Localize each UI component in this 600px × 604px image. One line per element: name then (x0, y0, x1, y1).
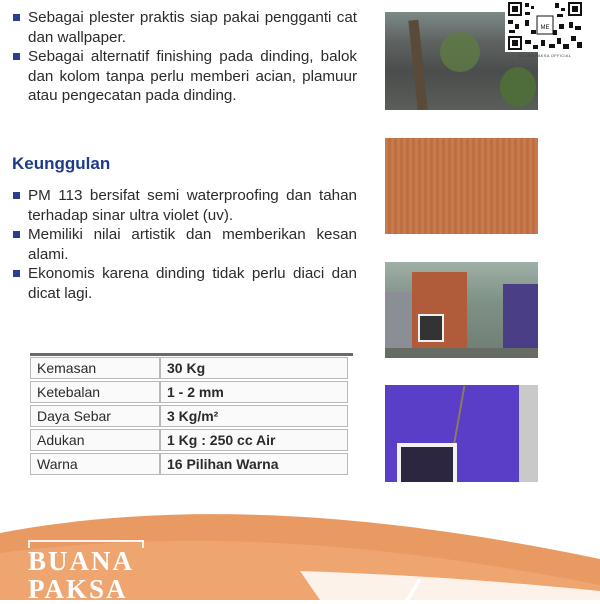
spec-value: 3 Kg/m² (160, 405, 348, 427)
spec-value: 1 Kg : 250 cc Air (160, 429, 348, 451)
logo-text: BUANA (28, 546, 135, 576)
spec-value: 1 - 2 mm (160, 381, 348, 403)
table-row (30, 381, 348, 403)
table-row (30, 453, 348, 475)
usage-list (12, 8, 357, 106)
facade-ground (385, 348, 538, 358)
facade-window (418, 314, 444, 342)
specs-table (30, 355, 348, 477)
photo-purple-wall (385, 385, 538, 482)
advantages-list (12, 186, 357, 303)
tree-leaves (440, 32, 480, 72)
spec-label: Kemasan (30, 357, 160, 379)
advantage-item: Memiliki nilai artistik dan memberikan kesan alami. (12, 225, 357, 264)
table-row (30, 405, 348, 427)
usage-item: Sebagai alternatif finishing pada dinding, balok dan kolom tanpa perlu memberi acian, plamuur atau pengecatan pada dinding. (12, 47, 357, 106)
table-row (30, 429, 348, 451)
table-row (30, 357, 348, 379)
spec-label: Adukan (30, 429, 160, 451)
tree-trunk (408, 20, 427, 110)
side-wall (519, 385, 538, 482)
advantage-item: PM 113 bersifat semi waterproofing dan tahan terhadap sinar ultra violet (uv). (12, 186, 357, 225)
usage-item: Sebagai plester praktis siap pakai pengganti cat dan wallpaper. (12, 8, 357, 47)
advantages-heading: Keunggulan (12, 154, 111, 173)
doorway (397, 443, 457, 482)
photo-texture-swatch (385, 138, 538, 234)
qr-caption: BUANA PAKSA OFFICIAL (518, 53, 572, 58)
brand-logo (28, 540, 148, 604)
spec-value: 16 Pilihan Warna (160, 453, 348, 475)
advantage-item: Ekonomis karena dinding tidak perlu diaci dan dicat lagi. (12, 264, 357, 303)
spec-label: Warna (30, 453, 160, 475)
photo-house-facade (385, 262, 538, 358)
facade-purple-wall (503, 284, 538, 354)
spec-label: Ketebalan (30, 381, 160, 403)
spec-label: Daya Sebar (30, 405, 160, 427)
qr-code (505, 0, 585, 52)
spec-value: 30 Kg (160, 357, 348, 379)
logo-text: PAKSA (28, 574, 128, 604)
facade-grey-wall (385, 292, 415, 352)
qr-badge: ME (540, 25, 550, 31)
tree-leaves (500, 67, 536, 107)
